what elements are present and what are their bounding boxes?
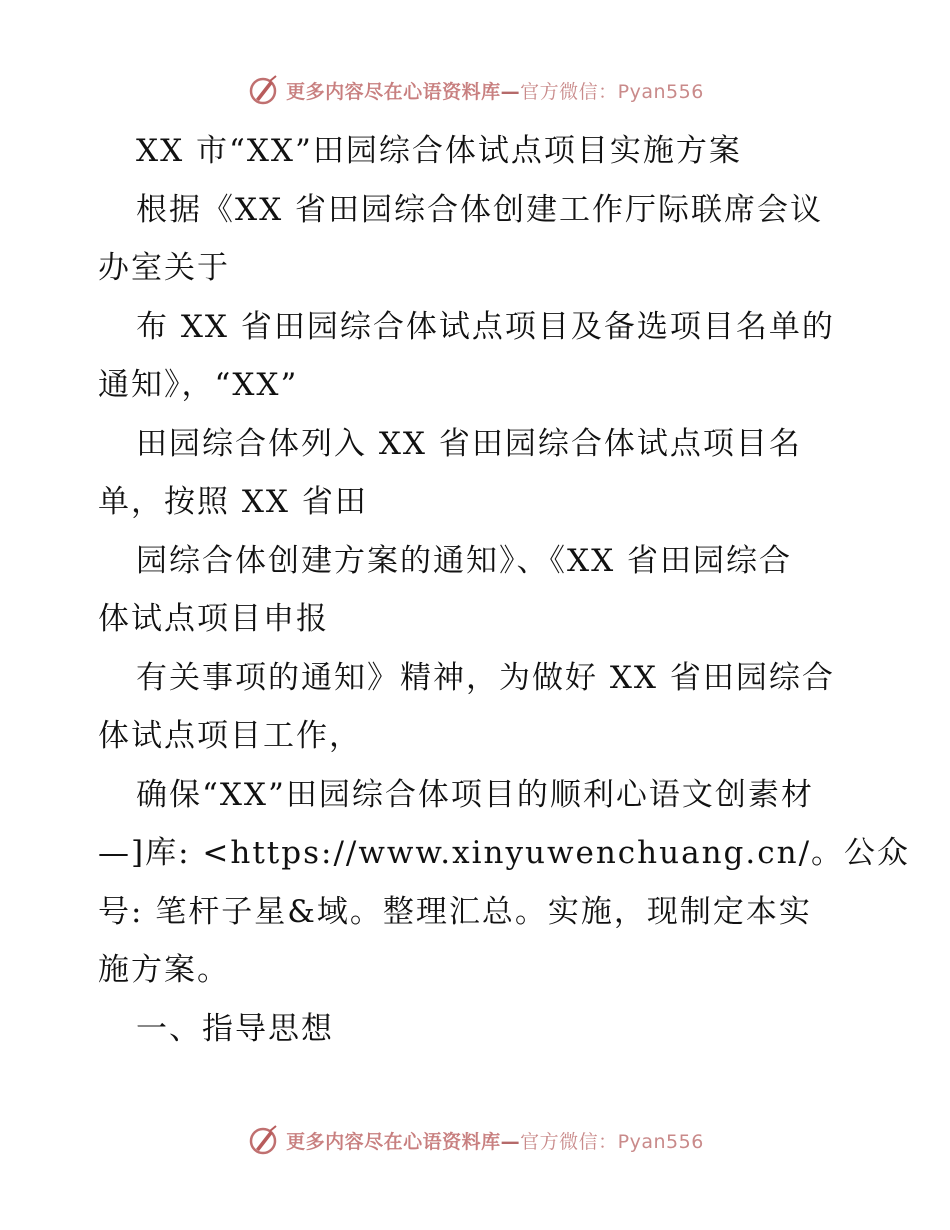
document-line: 号: 笔杆子星&域。整理汇总。实施，现制定本实 [98, 893, 812, 930]
quill-pen-logo-icon [246, 1123, 280, 1157]
banner-wechat: 官方微信：Pyan556 [520, 80, 704, 103]
document-line: 通知》，“XX” [98, 367, 299, 403]
banner-separator: — [500, 80, 521, 103]
banner-title: 更多内容尽在心语资料库 [286, 80, 501, 103]
banner-text [286, 77, 704, 104]
document-line: 确保“XX”田园综合体项目的顺利心语文创素材 [136, 776, 814, 813]
document-line: 体试点项目申报 [98, 601, 329, 637]
banner-title: 更多内容尽在心语资料库 [286, 1130, 501, 1153]
document-line: 体试点项目工作， [98, 718, 362, 754]
document-line: 布 XX 省田园综合体试点项目及备选项目名单的 [136, 308, 835, 345]
header-watermark-banner [0, 70, 950, 110]
document-line: 办室关于 [98, 250, 230, 286]
document-line: 根据《XX 省田园综合体创建工作厅际联席会议 [136, 191, 823, 228]
banner-wechat: 官方微信：Pyan556 [520, 1130, 704, 1153]
banner-separator: — [500, 1130, 521, 1153]
banner-text [286, 1127, 704, 1154]
document-line: 园综合体创建方案的通知》、《XX 省田园综合 [136, 542, 792, 579]
document-line: 一、指导思想 [136, 1010, 334, 1047]
document-line: —]库: <https://www.xinyuwenchuang.cn/。公众 [98, 835, 911, 871]
document-line: 施方案。 [98, 952, 230, 988]
quill-pen-logo-icon [246, 73, 280, 107]
document-body [98, 122, 911, 1058]
document-line: 单，按照 XX 省田 [98, 484, 368, 520]
document-line: XX 市“XX”田园综合体试点项目实施方案 [136, 133, 742, 169]
footer-watermark-banner [0, 1120, 950, 1160]
document-line: 田园综合体列入 XX 省田园综合体试点项目名 [136, 425, 802, 462]
document-line: 有关事项的通知》精神，为做好 XX 省田园综合 [136, 659, 835, 696]
